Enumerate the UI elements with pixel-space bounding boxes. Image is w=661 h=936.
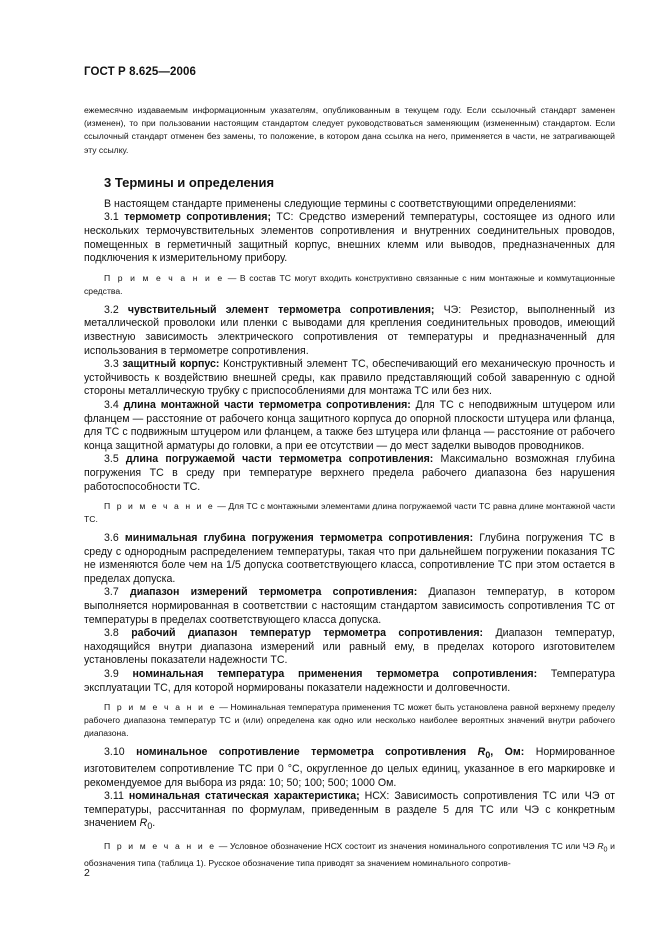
- term-text: Диапазон температур, находящийся внутри диапазона измерений или равный ему, в пределах которого изготовителем установлены показатели надежности ТС.: [84, 627, 615, 667]
- symbol-r: R: [477, 746, 486, 759]
- note-label: П р и м е ч а н и е: [104, 272, 225, 283]
- term-title: термометр сопротивления;: [124, 211, 271, 224]
- note-label: П р и м е ч а н и е: [104, 702, 217, 713]
- note-text: — В состав ТС могут входить конструктивно связанные с ним монтажные и коммутационные средства.: [84, 272, 616, 296]
- note-text: — Номинальная температура применения ТС может быть установлена равной верхнему пределу рабочего диапазона температур ТС и (или) определена как одно или несколько наиболее вероятных значений внутри рабочего диапазона.: [84, 702, 616, 739]
- symbol-r: R: [139, 817, 148, 830]
- note-2: [84, 500, 615, 526]
- term-number: 3.10: [104, 746, 125, 759]
- term-text: Нормированное изготовителем сопротивление ТС при 0 °С, округленное до целых единиц, указанное в его маркировке и рекомендуемое для выбора из ряда: 10; 50; 100; 500; 1000 Ом.: [84, 746, 615, 789]
- term-number: 3.7: [104, 586, 119, 599]
- term-title: длина монтажной части термометра сопротивления:: [123, 398, 411, 411]
- term-3-6: [84, 532, 615, 586]
- term-title: диапазон измерений термометра сопротивления:: [129, 586, 418, 599]
- document-body: [84, 104, 615, 876]
- term-title-tail: , Ом:: [490, 746, 525, 759]
- term-3-3: [84, 358, 615, 399]
- term-text: Глубина погружения ТС в среду с однородным распределением температуры, такая что при дальнейшем погружении показания ТС не изменяются боле чем на 1/5 допуска соответствующего класса, сопротивление ТС при этом остается в пределах допуска.: [84, 532, 615, 585]
- term-text: Диапазон температур, в котором выполняется нормированная в соответствии с настоящим стандартом зависимость сопротивления ТС от температуры в пределах соответствующего класса допуска.: [84, 586, 615, 626]
- note-3: [84, 701, 615, 740]
- note-1: [84, 272, 615, 298]
- term-3-7: [84, 586, 615, 627]
- term-title: [136, 746, 525, 761]
- term-text: Для ТС с неподвижным штуцером или фланцем — расстояние от рабочего конца защитного корпуса до опорной плоскости штуцера или фланца, для ТС с подвижным штуцером или фланцем, а также без штуцера или фланца — расстояние от рабочего конца защитной арматуры до головки, а при ее отсутствии — до мест заделки выводов проводников.: [84, 398, 615, 452]
- note-label: П р и м е ч а н и е: [104, 501, 215, 512]
- term-title: длина погружаемой части термометра сопротивления:: [125, 453, 434, 466]
- term-title-text: номинальное сопротивление термометра сопротивления: [136, 746, 478, 759]
- symbol-subscript: 0: [147, 821, 153, 832]
- term-number: 3.3: [104, 358, 119, 371]
- term-number: 3.8: [104, 627, 119, 640]
- lead-paragraph: В настоящем стандарте применены следующие термины с соответствующими определениями:: [104, 197, 577, 210]
- term-title: чувствительный элемент термометра сопротивления;: [127, 303, 435, 316]
- term-3-10: [84, 746, 615, 790]
- term-text: ТС: Средство измерений температуры, состоящее из одного или нескольких термочувствительных элементов сопротивления и внутренних соединительных проводов, помещенных в герметичный защитный корпус, внешних клемм или выводов, предназначенных для подключения к измерительному прибору.: [84, 211, 615, 265]
- term-number: 3.5: [104, 453, 119, 466]
- term-3-9: [84, 668, 615, 695]
- section-title: 3 Термины и определения: [104, 174, 275, 190]
- term-title: минимальная глубина погружения термометра сопротивления:: [124, 532, 474, 545]
- term-text: Температура эксплуатации ТС, для которой нормированы показатели надежности и долговечности.: [84, 668, 616, 694]
- term-number: 3.11: [104, 790, 124, 803]
- term-3-4: [84, 399, 615, 453]
- term-title: номинальная температура применения термометра сопротивления:: [132, 668, 538, 681]
- note-4: [84, 840, 615, 870]
- intro-paragraph: ежемесячно издаваемым информационным указателям, опубликованным в текущем году. Если ссылочный стандарт заменен (изменен), то при пользовании настоящим стандартом следует руководствоваться заменяющим (измененным) стандартом. Если ссылочный стандарт отменен без замены, то положение, в котором дана ссылка на него, применяется в части, не затрагивающей эту ссылку.: [84, 105, 615, 155]
- symbol-r: R: [597, 841, 604, 851]
- term-number: 3.6: [104, 532, 119, 545]
- document-header: ГОСТ Р 8.625—2006: [84, 66, 196, 78]
- term-3-11: [84, 790, 615, 834]
- term-3-8: [84, 627, 615, 668]
- term-number: 3.4: [104, 398, 119, 411]
- term-text: Максимально возможная глубина погружения ТС в среду при температуре верхнего предела рабочего диапазона без нарушения работоспособности ТС.: [84, 453, 615, 493]
- symbol-subscript: 0: [603, 845, 608, 854]
- term-title: номинальная статическая характеристика;: [128, 790, 360, 803]
- term-title: рабочий диапазон температур термометра сопротивления:: [131, 627, 484, 640]
- term-title: защитный корпус:: [122, 358, 220, 371]
- page-number: 2: [84, 867, 90, 879]
- term-3-2: [84, 304, 615, 358]
- term-3-1: [84, 211, 615, 265]
- note-text-tail: и обозначения типа (таблица 1). Русское обозначение типа приводят за значением номинального сопротив-: [84, 841, 615, 868]
- term-number: 3.9: [104, 668, 119, 681]
- term-number: 3.1: [104, 211, 119, 224]
- term-text: Конструктивный элемент ТС, обеспечивающий его механическую прочность и устойчивость к воздействию внешней среды, как правило представляющий собой заваренную с одной стороны металлическую трубку с приспособлениями для монтажа ТС или без них.: [84, 358, 615, 398]
- term-text: ЧЭ: Резистор, выполненный из металлической проволоки или пленки с выводами для крепления соединительных проводов, имеющий известную зависимость электрического сопротивления от температуры и предназначенный для использования в термометре сопротивления.: [84, 303, 615, 357]
- term-text: НСХ: Зависимость сопротивления ТС или ЧЭ от температуры, рассчитанная по формулам, приведенным в разделе 5 для ТС или ЧЭ с конкретным значением: [84, 790, 615, 830]
- note-text: — Условное обозначение НСХ состоит из значения номинального сопротивления ТС или ЧЭ: [218, 841, 598, 851]
- symbol-subscript: 0: [485, 750, 491, 761]
- note-label: П р и м е ч а н и е: [104, 841, 217, 851]
- note-text: — Для ТС с монтажными элементами длина погружаемой части ТС равна длине монтажной части ТС.: [84, 501, 615, 525]
- term-number: 3.2: [104, 303, 119, 316]
- term-3-5: [84, 453, 615, 494]
- term-text-tail: .: [152, 817, 156, 830]
